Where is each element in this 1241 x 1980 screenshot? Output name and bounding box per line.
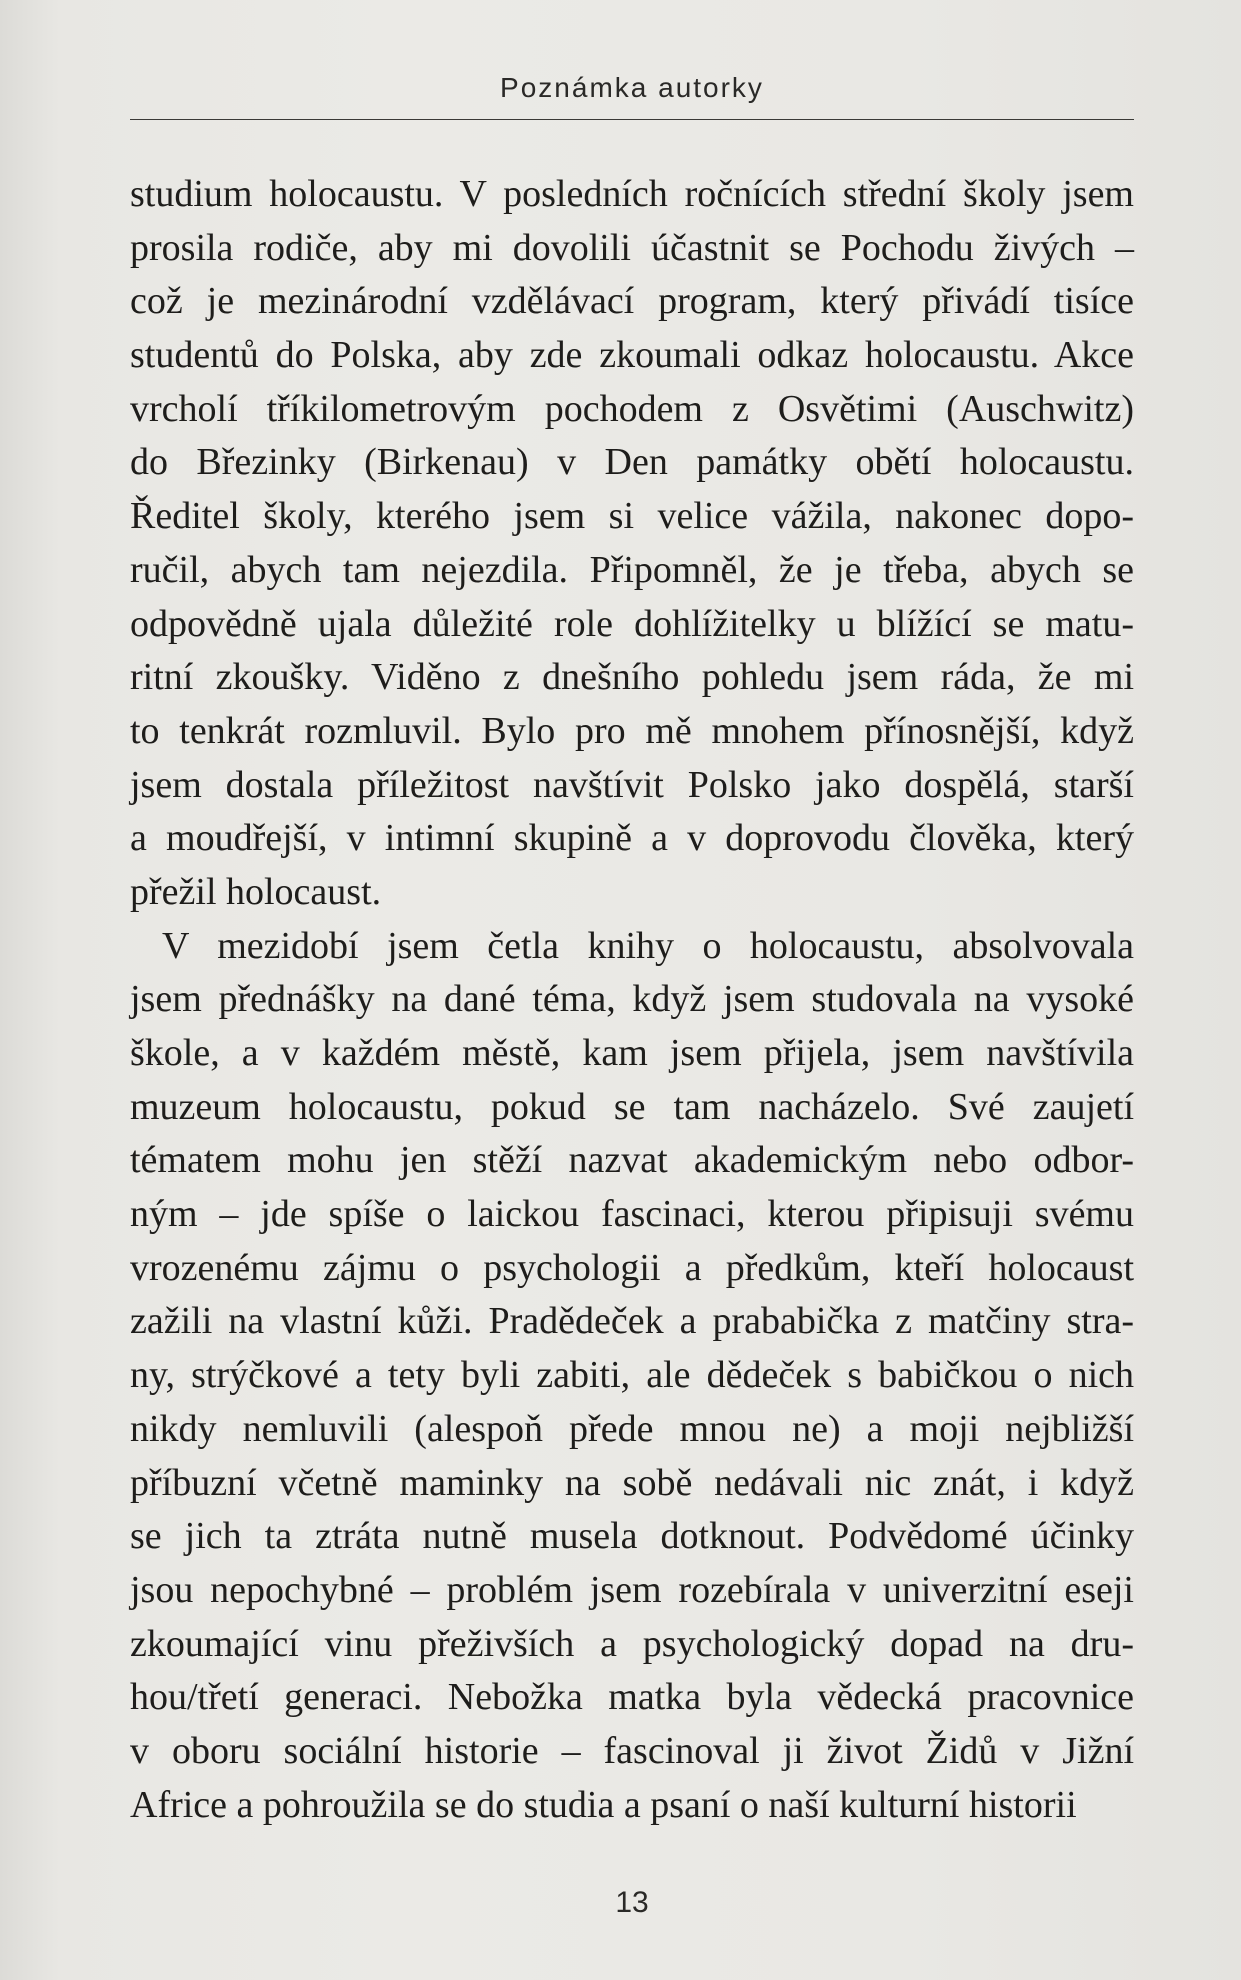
text-line: příbuzní včetně maminky na sobě nedávali nic znát, i když: [130, 1461, 1134, 1504]
running-head: Poznámka autorky: [500, 72, 764, 103]
text-line: hou/třetí generaci. Nebožka matka byla vědecká pracovnice: [130, 1676, 1134, 1719]
text-line: odpovědně ujala důležité role dohlížitelky u blížící se matu-: [130, 602, 1134, 645]
text-line: přežil holocaust.: [130, 870, 382, 913]
header-rule: [130, 119, 1134, 120]
text-line: prosila rodiče, aby mi dovolili účastnit se Pochodu živých –: [130, 226, 1134, 269]
text-line: jsou nepochybné – problém jsem rozebírala v univerzitní eseji: [130, 1568, 1134, 1611]
text-line: v oboru sociální historie – fascinoval ji život Židů v Jižní: [130, 1729, 1134, 1772]
text-line: což je mezinárodní vzdělávací program, který přivádí tisíce: [130, 280, 1134, 323]
paragraph: [130, 168, 1134, 920]
text-line: do Březinky (Birkenau) v Den památky obětí holocaustu.: [130, 441, 1134, 484]
text-line: studium holocaustu. V posledních ročnících střední školy jsem: [130, 173, 1134, 215]
text-line: muzeum holocaustu, pokud se tam nacházelo. Své zaujetí: [130, 1085, 1134, 1128]
text-line: ritní zkoušky. Viděno z dnešního pohledu jsem ráda, že mi: [130, 656, 1134, 699]
text-line: Ředitel školy, kterého jsem si velice vážila, nakonec dopo-: [130, 495, 1134, 538]
text-line: V mezidobí jsem četla knihy o holocaustu, absolvovala: [162, 924, 1134, 967]
text-line: vrozenému zájmu o psychologii a předkům, kteří holocaust: [130, 1246, 1134, 1289]
text-line: ným – jde spíše o laickou fascinaci, kterou připisuji svému: [130, 1193, 1134, 1236]
text-line: zažili na vlastní kůži. Pradědeček a prababička z matčiny stra-: [130, 1300, 1134, 1343]
text-line: a moudřejší, v intimní skupině a v doprovodu člověka, který: [130, 817, 1134, 860]
text-line: zkoumající vinu přeživších a psychologický dopad na dru-: [130, 1622, 1134, 1665]
text-line: ny, strýčkové a tety byli zabiti, ale dědeček s babičkou o nich: [130, 1354, 1134, 1397]
text-line: tématem mohu jen stěží nazvat akademickým nebo odbor-: [130, 1139, 1134, 1182]
page-number: 13: [615, 1886, 649, 1919]
text-line: nikdy nemluvili (alespoň přede mnou ne) a moji nejbližší: [130, 1407, 1134, 1450]
text-line: studentů do Polska, aby zde zkoumali odkaz holocaustu. Akce: [130, 334, 1134, 377]
body-text: [130, 168, 1134, 1832]
text-line: to tenkrát rozmluvil. Bylo pro mě mnohem přínosnější, když: [130, 709, 1134, 752]
text-line: ručil, abych tam nejezdila. Připomněl, že je třeba, abych se: [130, 548, 1134, 591]
text-line: jsem přednášky na dané téma, když jsem studovala na vysoké: [130, 978, 1134, 1021]
text-line: jsem dostala příležitost navštívit Polsko jako dospělá, starší: [130, 763, 1134, 806]
text-line: Africe a pohroužila se do studia a psaní o naší kulturní historii: [130, 1783, 1077, 1826]
text-line: se jich ta ztráta nutně musela dotknout. Podvědomé účinky: [130, 1515, 1134, 1558]
text-line: škole, a v každém městě, kam jsem přijela, jsem navštívila: [130, 1032, 1134, 1074]
text-line: vrcholí tříkilometrovým pochodem z Osvětimi (Auschwitz): [130, 387, 1134, 430]
paragraph: [130, 920, 1134, 1833]
